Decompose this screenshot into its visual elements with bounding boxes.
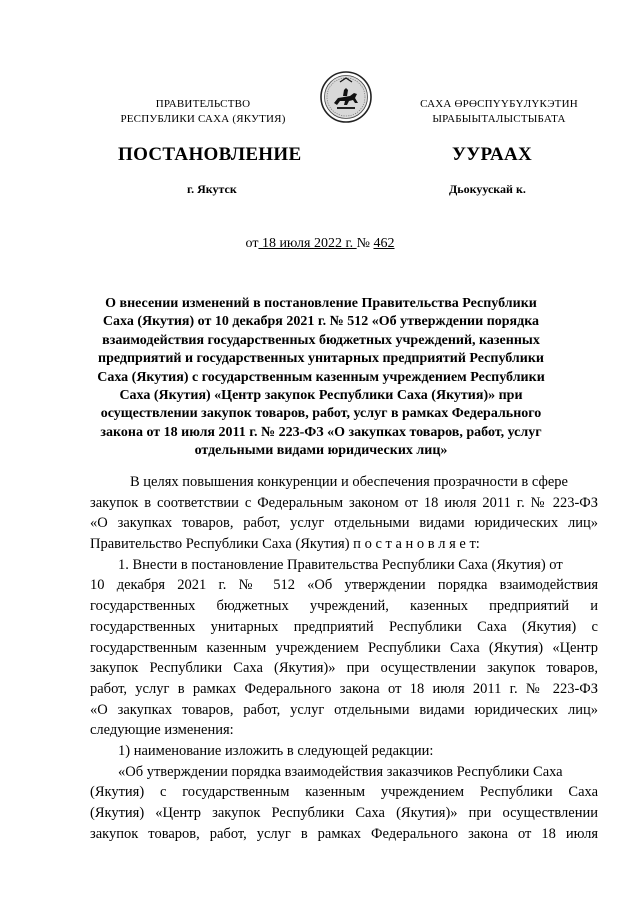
body-line: 1. Внести в постановление Правительства Республики Саха (Якутия) от [118, 556, 563, 573]
body-line: государственным казенным учреждением Республики Саха (Якутия) «Центр [90, 639, 598, 656]
title-line: О внесении изменений в постановление Правительства Республики [105, 296, 537, 311]
city-left: г. Якутск [187, 182, 237, 196]
body-line: закупок в соответствии с Федеральным законом от 18 июля 2011 г. № 223-ФЗ [90, 494, 598, 511]
document-date: 18 июля 2022 г. [258, 236, 357, 251]
body-line: работ, услуг в рамках Федерального закона от 18 июля 2011 г. № 223-ФЗ [90, 680, 598, 697]
body-line: (Якутия) с государственным казенным учреждением Республики Саха [90, 784, 598, 801]
title-line: отдельными видами юридических лиц» [194, 443, 448, 459]
city-right: Дьокуускай к. [449, 182, 526, 196]
title-line: Саха (Якутия) «Центр закупок Республики Саха (Якутия)» при [119, 388, 523, 404]
document-body [90, 472, 598, 844]
body-line: «О закупках товаров, работ, услуг отдельными видами юридических лиц» [90, 515, 598, 532]
body-line: «О закупках товаров, работ, услуг отдельными видами юридических лиц» [90, 701, 598, 718]
coat-of-arms-emblem [320, 70, 372, 124]
body-line: «Об утверждении порядка взаимодействия заказчиков Республики Саха [118, 763, 563, 780]
body-line: государственных бюджетных учреждений, казенных предприятий и [90, 598, 598, 615]
org-name-right-line-2: ЫРАБЫЫТАЛЫСТЫБАТА [432, 113, 566, 125]
title-line: Саха (Якутия) с государственным казенным учреждением Республики [97, 369, 545, 385]
title-line: осуществлении закупок товаров, работ, услуг в рамках Федерального [100, 406, 542, 422]
body-line: В целях повышения конкуренции и обеспечения прозрачности в сфере [130, 474, 568, 490]
org-name-right [384, 97, 614, 127]
org-name-right-line-1: САХА ӨРӨСПҮҮБҮЛҮКЭТИН [420, 98, 578, 110]
body-line: следующие изменения: [90, 722, 234, 739]
body-line: закупок Республики Саха (Якутия)» при осуществлении закупок товаров, [90, 660, 598, 677]
body-line: государственных унитарных предприятий Республики Саха (Якутия) с [90, 618, 598, 635]
document-title [90, 295, 552, 461]
title-line: закона от 18 июля 2011 г. № 223-ФЗ «О закупках товаров, работ, услуг [100, 424, 542, 440]
title-line: предприятий и государственных унитарных предприятий Республики [98, 351, 544, 367]
document-number: 462 [373, 236, 395, 251]
body-line: 10 декабря 2021 г. № 512 «Об утверждении порядка взаимодействия [90, 577, 598, 594]
org-name-left-line-1: ПРАВИТЕЛЬСТВО [155, 98, 251, 110]
body-line: Правительство Республики Саха (Якутия) п о с т а н о в л я е т: [90, 536, 480, 553]
body-line: 1) наименование изложить в следующей редакции: [118, 742, 434, 759]
title-line: взаимодействия государственных бюджетных учреждений, казенных [102, 332, 540, 348]
date-number-line [0, 235, 640, 253]
doctype-right: УУРААХ [452, 144, 533, 165]
org-name-left [88, 97, 318, 127]
doctype-left: ПОСТАНОВЛЕНИЕ [118, 144, 302, 165]
body-line: (Якутия) «Центр закупок Республики Саха (Якутия)» при осуществлении [90, 805, 598, 821]
title-line: Саха (Якутия) от 10 декабря 2021 г. № 512 «Об утверждении порядка [102, 314, 540, 330]
date-prefix: от [245, 236, 259, 251]
number-sign: № [356, 236, 370, 251]
body-line: закупок товаров, работ, услуг в рамках Федерального закона от 18 июля [90, 825, 598, 842]
org-name-left-line-2: РЕСПУБЛИКИ САХА (ЯКУТИЯ) [120, 113, 286, 125]
